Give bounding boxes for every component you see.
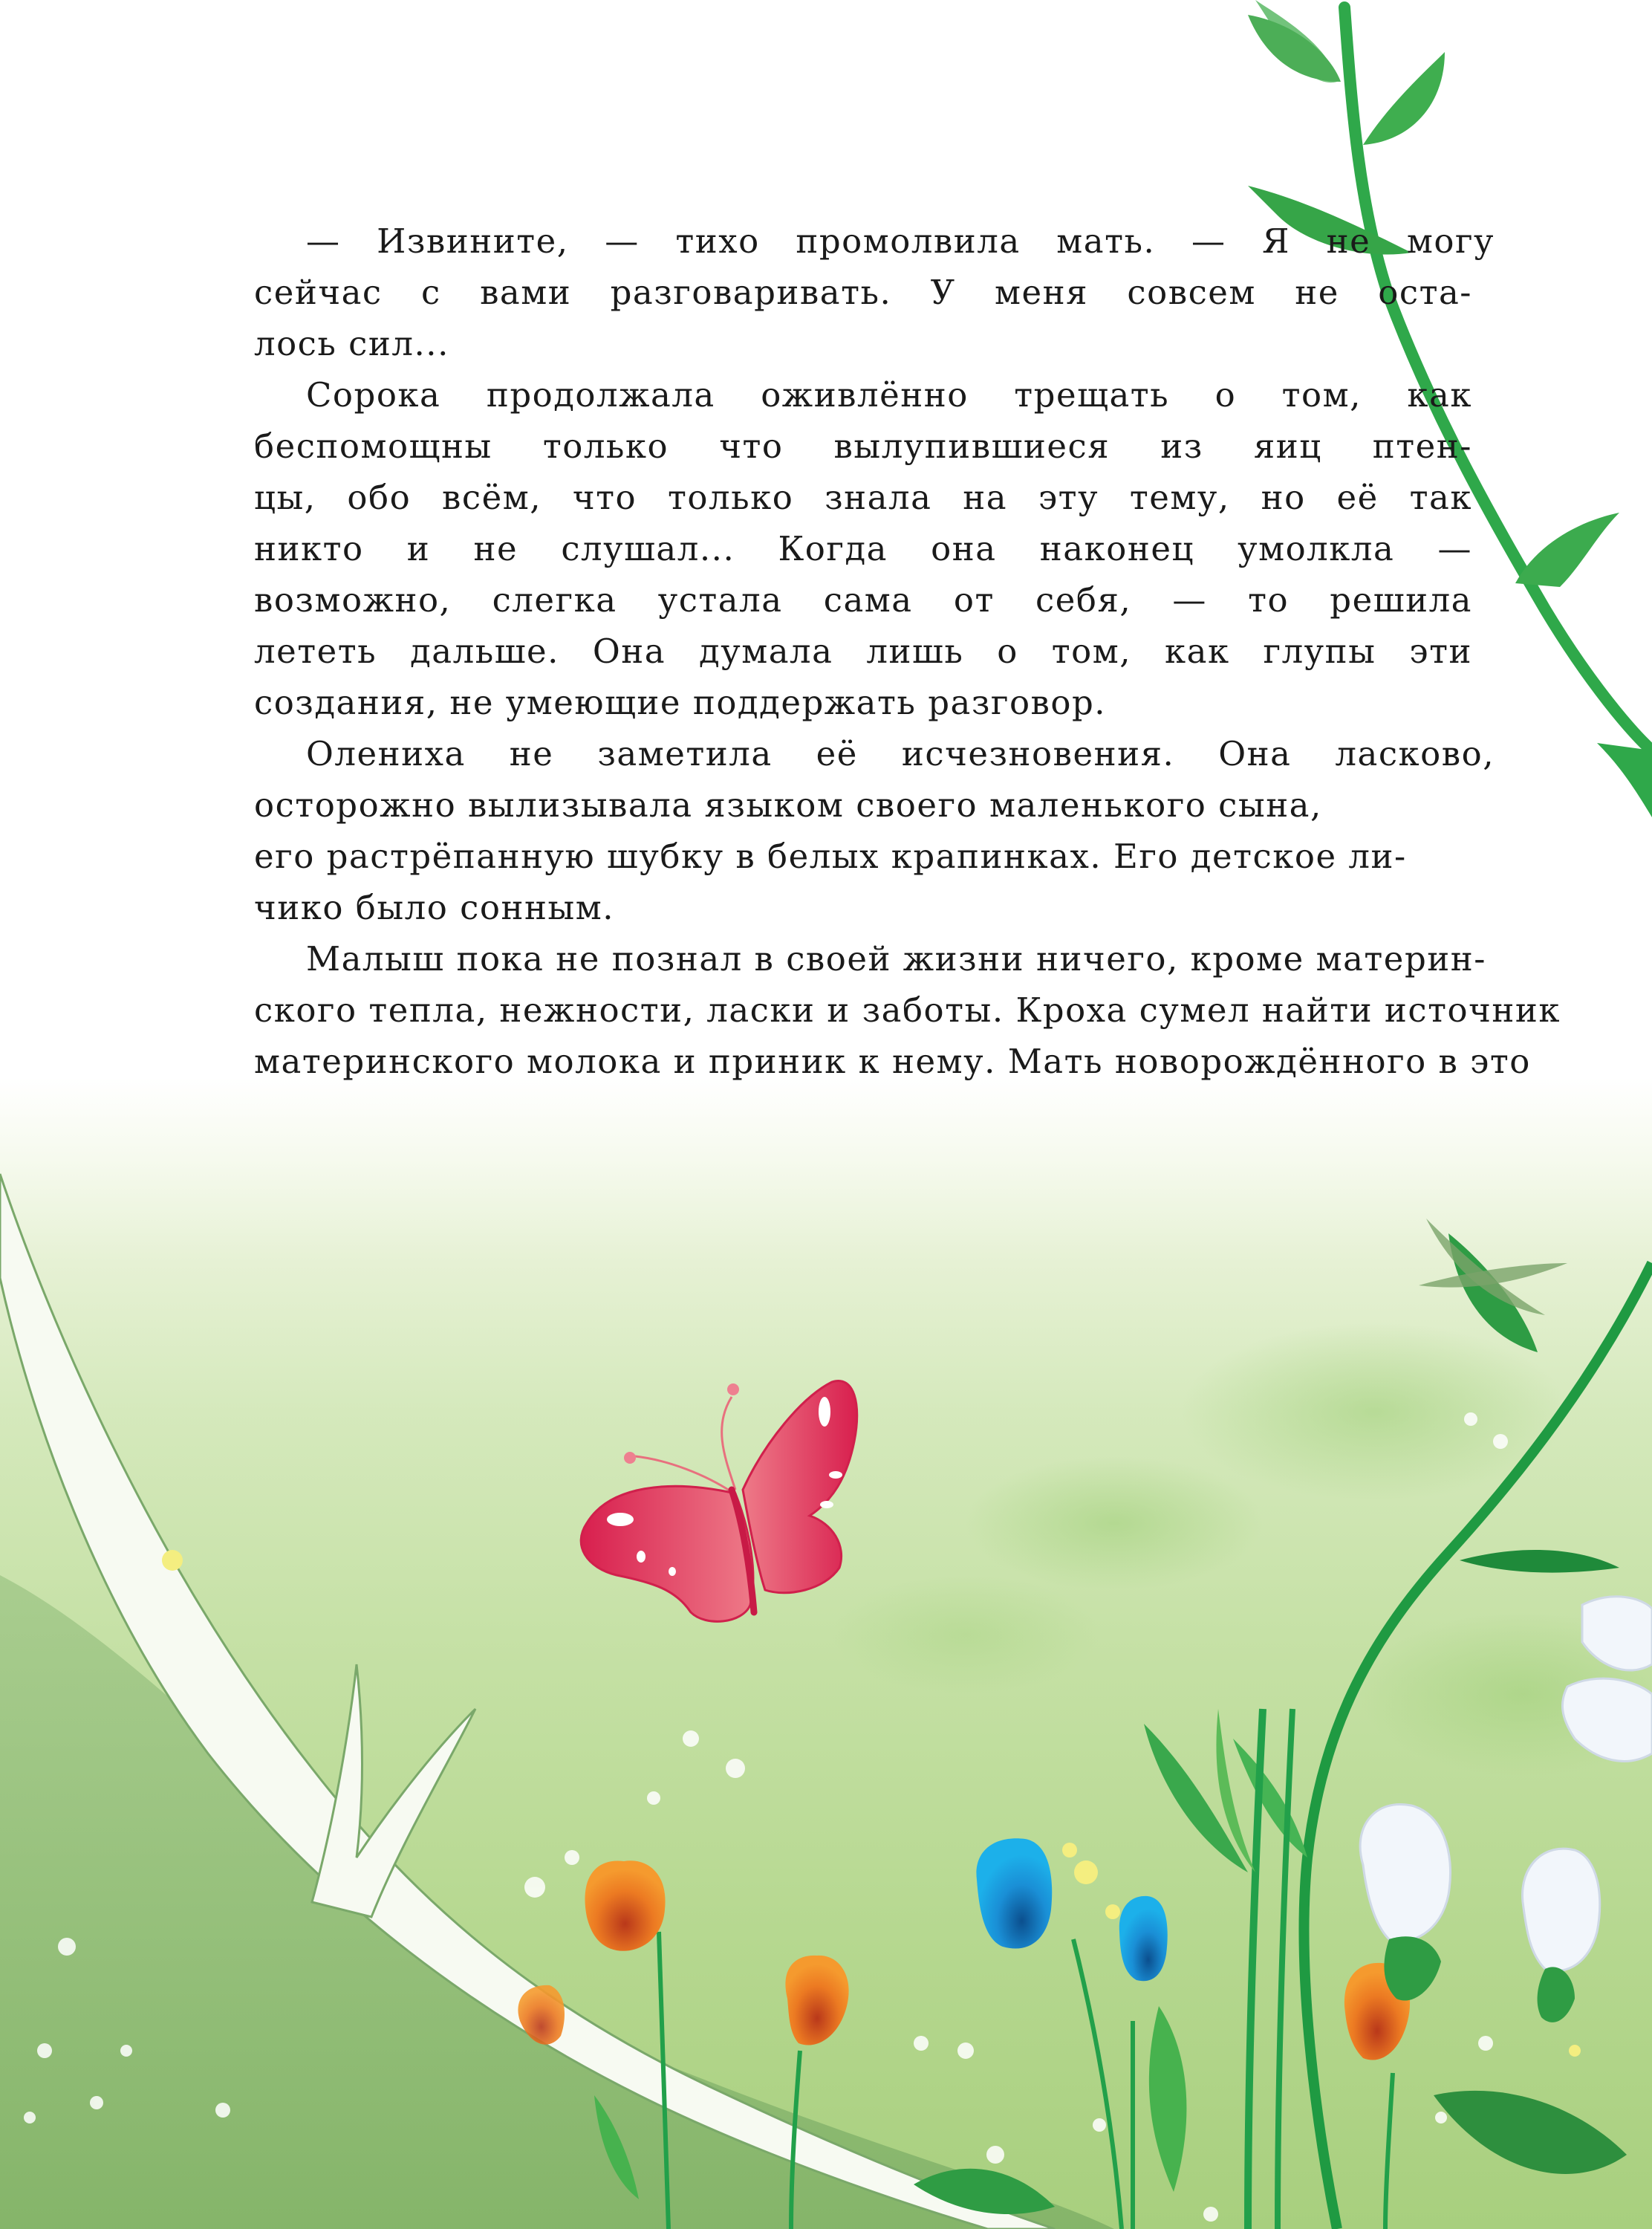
blue-flowers [976, 1838, 1167, 1981]
text-line: никто и не слушал... Когда она наконец умолкла — [254, 529, 1472, 568]
text-line: лось сил... [254, 324, 449, 363]
white-tree-branch [0, 1174, 1114, 2229]
text-line: осторожно вылизывала языком своего маленького сына, [254, 785, 1322, 825]
text-line: Олениха не заметила её исчезновения. Она ласково, [306, 734, 1495, 773]
text-line: лететь дальше. Она думала лишь о том, как глупы эти [254, 632, 1472, 671]
background-blobs [832, 1323, 1652, 1776]
text-line: чико было сонным. [254, 888, 615, 927]
text-line: материнского молока и приник к нему. Мать новорождённого в это [254, 1042, 1531, 1081]
text-line: беспомощны только что вылупившиеся из яиц птен- [254, 426, 1472, 466]
text-line: цы, обо всём, что только знала на эту тему, но её так [254, 478, 1472, 517]
text-line: сейчас с вами разговаривать. У меня совсем не оста- [254, 273, 1472, 312]
butterfly-icon [581, 1380, 857, 1621]
text-line: создания, не умеющие поддержать разговор. [254, 683, 1107, 722]
text-line: Малыш пока не познал в своей жизни ничего, кроме материн- [306, 939, 1486, 979]
text-line: Сорока продолжала оживлённо трещать о том, как [306, 375, 1472, 415]
text-line: ского тепла, нежности, ласки и заботы. Кроха сумел найти источник [254, 990, 1561, 1030]
text-line: его растрёпанную шубку в белых крапинках. Его детское ли- [254, 837, 1407, 876]
text-line: — Извините, — тихо промолвила мать. — Я не могу [306, 221, 1495, 261]
text-line: возможно, слегка устала сама от себя, — то решила [254, 580, 1472, 620]
orange-poppies [518, 1860, 1410, 2060]
